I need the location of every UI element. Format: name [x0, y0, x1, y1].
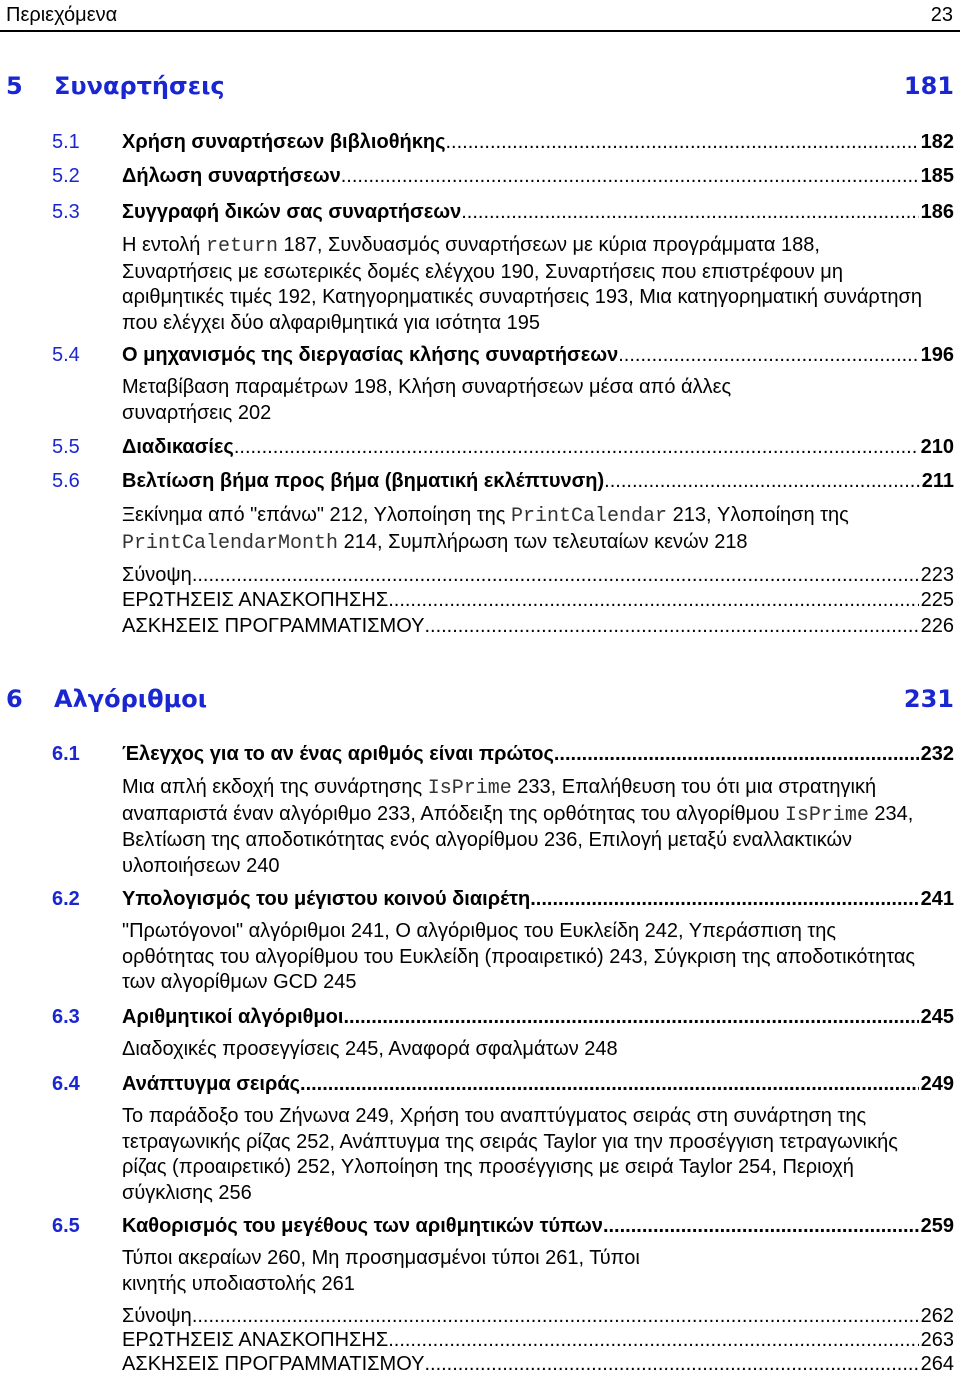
header-title: Περιεχόμενα	[6, 4, 118, 26]
dot-leader	[554, 741, 919, 767]
section-5-3-description	[122, 233, 922, 336]
header-page-number: 23	[930, 4, 953, 26]
section-page: 186	[920, 201, 954, 223]
dot-leader	[234, 434, 919, 460]
dot-leader	[446, 129, 919, 155]
section-6-2-description: "Πρωτόγονοι" αλγόριθμοι 241, Ο αλγόριθμος του Ευκλείδη 242, Υπεράσπιση της ορθότητας του αλγορίθμου του Ευκλείδη (προαιρετικό) 243, Σύγκριση της αποδοτικότητας των αλγορίθμων GCD 245	[122, 920, 916, 993]
toc-entry-5-3[interactable]	[52, 199, 954, 225]
chapter-title: Αλγόριθμοι	[54, 685, 208, 713]
dot-leader	[461, 199, 918, 225]
section-5-6-description	[122, 503, 922, 556]
section-number: 6.1	[52, 743, 80, 765]
section-number: 6.3	[52, 1006, 80, 1028]
dot-leader	[603, 1213, 919, 1239]
toc-entry-6-1[interactable]	[52, 741, 954, 767]
section-number: 5.4	[52, 344, 80, 366]
entry-page: 262	[920, 1305, 954, 1327]
section-page: 249	[920, 1073, 954, 1095]
toc-entry-5-2[interactable]	[52, 163, 954, 189]
section-page: 182	[920, 131, 954, 153]
section-page: 196	[920, 344, 954, 366]
section-title: Υπολογισμός του μέγιστου κοινού διαιρέτη	[122, 888, 531, 910]
section-6-1-description	[122, 775, 922, 879]
toc-entry-exercises-5[interactable]	[122, 613, 954, 639]
code-isprime: IsPrime	[427, 777, 512, 800]
entry-title: ΑΣΚΗΣΕΙΣ ΠΡΟΓΡΑΜΜΑΤΙΣΜΟΥ	[122, 615, 425, 637]
toc-entry-summary-6[interactable]	[122, 1303, 954, 1329]
entry-title: ΕΡΩΤΗΣΕΙΣ ΑΝΑΣΚΟΠΗΣΗΣ	[122, 1329, 389, 1351]
section-6-3-description: Διαδοχικές προσεγγίσεις 245, Αναφορά σφαλμάτων 248	[122, 1038, 618, 1060]
section-title: Βελτίωση βήμα προς βήμα (βηματική εκλέπτυνση)	[122, 470, 605, 492]
entry-title: ΕΡΩΤΗΣΕΙΣ ΑΝΑΣΚΟΠΗΣΗΣ	[122, 589, 389, 611]
section-title: Χρήση συναρτήσεων βιβλιοθήκης	[122, 131, 446, 153]
description-text: 214, Συμπλήρωση των τελευταίων κενών 218	[338, 530, 748, 553]
description-text: 233, Επαλήθευση του ότι μια στρατηγική αναπαριστά έναν αλγόριθμο 233, Απόδειξη της ορθότητας του αλγορίθμου	[122, 776, 877, 825]
section-page: 241	[920, 888, 954, 910]
dot-leader	[424, 613, 918, 639]
section-page: 211	[921, 470, 954, 492]
section-6-4-description: Το παράδοξο του Ζήνωνα 249, Χρήση του αναπτύγματος σειράς στη συνάρτηση της τετραγωνικής ρίζας 252, Ανάπτυγμα της σειράς Taylor για την προσέγγιση τετραγωνικής ρίζας (προαιρετικό) 252, Υλοποίηση της προσέγγισης με σειρά Taylor 254, Περιοχή σύγκλισης 256	[122, 1105, 898, 1204]
toc-entry-6-4[interactable]	[52, 1071, 954, 1097]
entry-page: 226	[920, 615, 954, 637]
dot-leader	[424, 1351, 918, 1377]
entry-page: 223	[920, 564, 954, 586]
toc-entry-exercises-6[interactable]	[122, 1351, 954, 1377]
page-header	[0, 0, 960, 30]
dot-leader	[604, 468, 920, 494]
toc-entry-5-4[interactable]	[52, 342, 954, 368]
toc-entry-5-5[interactable]	[52, 434, 954, 460]
entry-title: Σύνοψη	[122, 1305, 192, 1327]
chapter-number: 6	[6, 685, 23, 713]
section-title: Αριθμητικοί αλγόριθμοι	[122, 1006, 344, 1028]
dot-leader	[388, 587, 918, 613]
entry-title: ΑΣΚΗΣΕΙΣ ΠΡΟΓΡΑΜΜΑΤΙΣΜΟΥ	[122, 1353, 425, 1375]
description-text: Ξεκίνημα από "επάνω" 212, Υλοποίηση της	[122, 504, 511, 526]
description-text: 213, Υλοποίηση της	[667, 504, 849, 526]
section-6-5-description: Τύποι ακεραίων 260, Μη προσημασμένοι τύποι 261, Τύποι κινητής υποδιαστολής 261	[122, 1247, 640, 1295]
code-isprime: IsPrime	[784, 803, 869, 827]
section-title: Έλεγχος για το αν ένας αριθμός είναι πρώτος	[122, 743, 554, 765]
toc-entry-review-5[interactable]	[122, 587, 954, 613]
section-title: Καθορισμός του μεγέθους των αριθμητικών τύπων	[122, 1215, 603, 1237]
description-text: 234, Βελτίωση της αποδοτικότητας ενός αλγορίθμου 236, Επιλογή μεταξύ εναλλακτικών υλοποιήσεων 240	[122, 802, 914, 877]
entry-page: 264	[920, 1353, 954, 1375]
dot-leader	[388, 1327, 918, 1353]
section-number: 5.2	[52, 165, 80, 187]
section-number: 5.3	[52, 201, 80, 223]
section-title: Ανάπτυγμα σειράς	[122, 1073, 301, 1095]
toc-entry-6-5[interactable]	[52, 1213, 954, 1239]
dot-leader	[530, 886, 918, 912]
section-number: 6.5	[52, 1215, 80, 1237]
toc-entry-6-3[interactable]	[52, 1004, 954, 1030]
dot-leader	[192, 1303, 919, 1329]
section-page: 210	[920, 436, 954, 458]
chapter-number: 5	[6, 72, 23, 100]
code-return: return	[205, 235, 278, 258]
code-printcalendar: PrintCalendar	[510, 505, 668, 528]
chapter-page: 231	[903, 685, 954, 713]
section-number: 5.1	[52, 131, 80, 153]
dot-leader	[341, 163, 919, 189]
toc-entry-review-6[interactable]	[122, 1327, 954, 1353]
chapter-title: Συναρτήσεις	[54, 72, 225, 100]
toc-entry-5-6[interactable]	[52, 468, 954, 494]
toc-entry-6-2[interactable]	[52, 886, 954, 912]
description-text: Η εντολή	[122, 234, 206, 256]
chapter-6-heading[interactable]	[6, 685, 954, 719]
header-rule	[0, 30, 960, 32]
entry-page: 263	[920, 1329, 954, 1351]
section-page: 232	[920, 743, 954, 765]
entry-title: Σύνοψη	[122, 564, 192, 586]
section-5-4-description: Μεταβίβαση παραμέτρων 198, Κλήση συναρτήσεων μέσα από άλλες συναρτήσεις 202	[122, 376, 732, 424]
section-title: Δήλωση συναρτήσεων	[122, 165, 341, 187]
chapter-5-heading[interactable]	[6, 72, 954, 106]
section-title: Συγγραφή δικών σας συναρτήσεων	[122, 201, 462, 223]
section-title: Ο μηχανισμός της διεργασίας κλήσης συναρτήσεων	[122, 344, 619, 366]
dot-leader	[343, 1004, 918, 1030]
section-page: 245	[920, 1006, 954, 1028]
description-text: 187, Συνδυασμός συναρτήσεων με κύρια προγράμματα 188, Συναρτήσεις με εσωτερικές δομές ελέγχου 190, Συναρτήσεις που επιστρέφουν μη αριθμητικές τιμές 192, Κατηγορηματικές συναρτήσεις 193, Μια κατηγορηματική συνάρτηση που ελέγχει δύο αλφαριθμητικά για ισότητα 195	[122, 234, 922, 334]
section-number: 5.5	[52, 436, 80, 458]
code-printcalendarmonth: PrintCalendarMonth	[122, 531, 339, 555]
dot-leader	[618, 342, 918, 368]
section-number: 6.4	[52, 1073, 80, 1095]
chapter-page: 181	[903, 72, 954, 100]
section-page: 185	[920, 165, 954, 187]
section-number: 5.6	[52, 470, 80, 492]
description-text: Μια απλή εκδοχή της συνάρτησης	[122, 776, 428, 798]
toc-entry-summary-5[interactable]	[122, 562, 954, 588]
section-page: 259	[920, 1215, 954, 1237]
section-title: Διαδικασίες	[122, 436, 234, 458]
section-number: 6.2	[52, 888, 80, 910]
toc-entry-5-1[interactable]	[52, 129, 954, 155]
dot-leader	[192, 562, 919, 588]
entry-page: 225	[920, 589, 954, 611]
dot-leader	[300, 1071, 919, 1097]
